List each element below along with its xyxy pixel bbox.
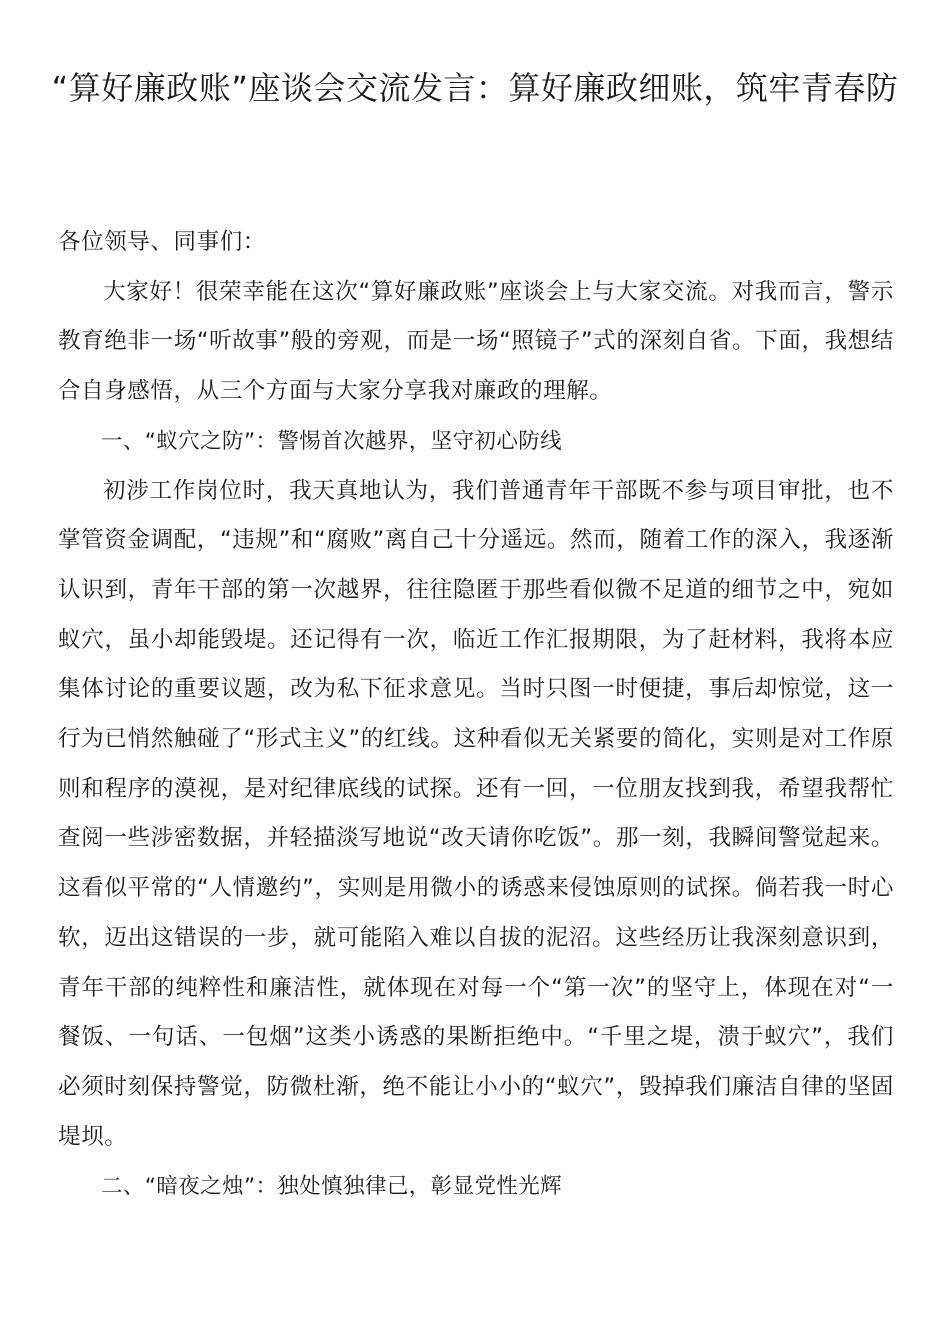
section-heading-2: 二、“暗夜之烛”：独处慎独律己，彰显党性光辉 (101, 1174, 563, 1200)
intro-paragraph: 大家好！很荣幸能在这次“算好廉政账”座谈会上与大家交流。对我而言，警示教育绝非一场“听故事”般的旁观，而是一场“照镜子”式的深刻自省。下面，我想结合自身感悟，从三个方面与大家分享我对廉政的理解。 (58, 278, 894, 405)
section-heading-1: 一、“蚁穴之防”：警惕首次越界，坚守初心防线 (101, 428, 563, 454)
section-1-paragraph: 初涉工作岗位时，我天真地认为，我们普通青年干部既不参与项目审批，也不掌管资金调配，“违规”和“腐败”离自己十分遥远。然而，随着工作的深入，我逐渐认识到，青年干部的第一次越界，往往隐匿于那些看似微不足道的细节之中，宛如蚁穴，虽小却能毁堤。还记得有一次，临近工作汇报期限，为了赶材料，我将本应集体讨论的重要议题，改为私下征求意见。当时只图一时便捷，事后却惊觉，这一行为已悄然触碰了“形式主义”的红线。这种看似无关紧要的简化，实则是对工作原则和程序的漠视，是对纪律底线的试探。还有一回，一位朋友找到我，希望我帮忙查阅一些涉密数据，并轻描淡写地说“改天请你吃饭”。那一刻，我瞬间警觉起来。这看似平常的“人情邀约”，实则是用微小的诱惑来侵蚀原则的试探。倘若我一时心软，迈出这错误的一步，就可能陷入难以自拔的泥沼。这些经历让我深刻意识到，青年干部的纯粹性和廉洁性，就体现在对每一个“第一次”的坚守上，体现在对“一餐饭、一句话、一包烟”这类小诱惑的果断拒绝中。“千里之堤，溃于蚁穴”，我们必须时刻保持警觉，防微杜渐，绝不能让小小的“蚁穴”，毁掉我们廉洁自律的坚固堤坝。 (58, 477, 894, 1150)
greeting: 各位领导、同事们： (58, 229, 266, 255)
document-title: “算好廉政账”座谈会交流发言：算好廉政细账，筑牢青春防 (51, 69, 899, 107)
document-body (58, 218, 894, 1212)
